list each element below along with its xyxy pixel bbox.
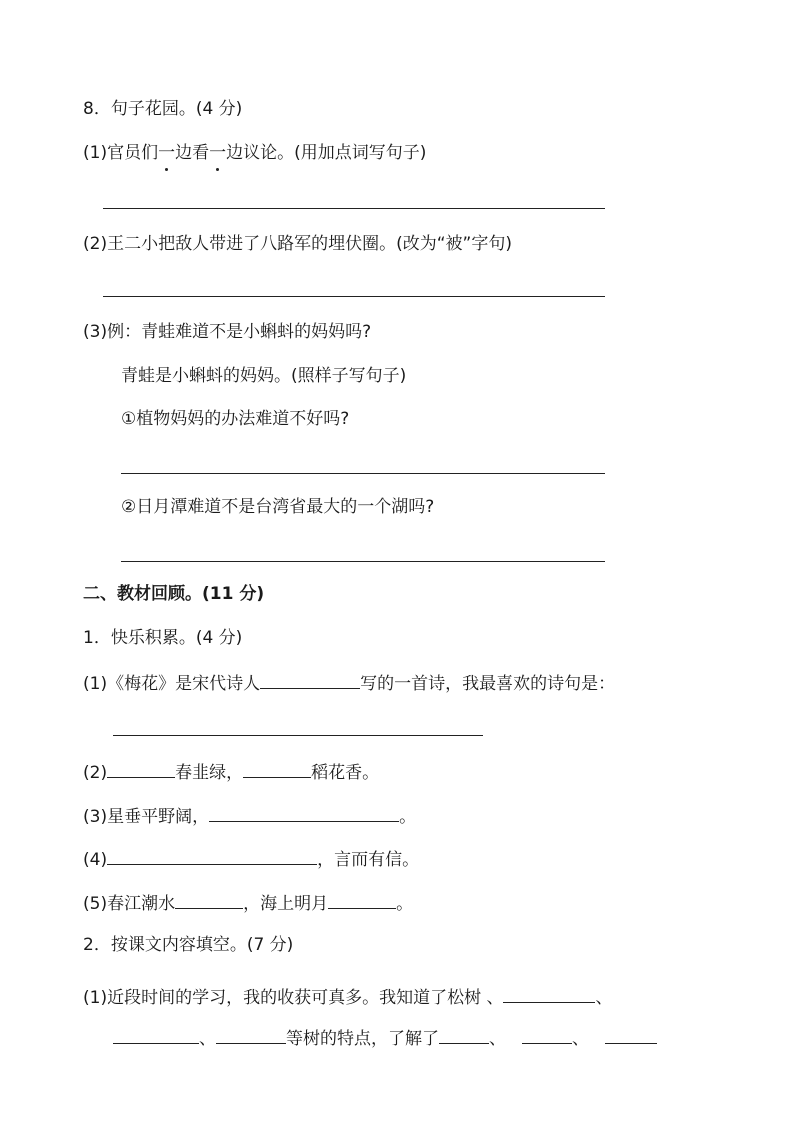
fill-blank[interactable] <box>107 759 175 778</box>
q2-item-1 <box>83 984 612 1010</box>
q1-4-text-a: (4) <box>83 850 108 870</box>
answer-line[interactable] <box>121 561 605 562</box>
q1-2-text-c: 稻花香。 <box>311 763 380 783</box>
fill-blank[interactable] <box>522 1025 572 1044</box>
q8-s1-prefix: (1)官员们 <box>83 143 159 163</box>
q2-2-text-d: 、 <box>572 1029 589 1049</box>
answer-line[interactable] <box>113 735 483 736</box>
q8-example-answer: 青蛙是小蝌蚪的妈妈。(照样子写句子) <box>121 366 407 386</box>
fill-blank[interactable] <box>243 759 311 778</box>
q1-2-text-b: 春韭绿， <box>175 763 244 783</box>
q1-5-text-a: (5)春江潮水 <box>83 894 176 914</box>
fill-blank[interactable] <box>503 984 595 1003</box>
q2-item-1-cont <box>113 1025 657 1051</box>
q8-sentence-1 <box>83 141 426 165</box>
q8-sentence-2: (2)王二小把敌人带进了八路军的埋伏圈。(改为“被”字句) <box>83 234 512 254</box>
q1-title: 1．快乐积累。(4 分) <box>83 628 243 648</box>
section-2-title: 二、教材回顾。(11 分) <box>83 584 265 604</box>
fill-blank[interactable] <box>605 1025 657 1044</box>
q1-1-text-a: (1)《梅花》是宋代诗人 <box>83 674 261 694</box>
q8-s1-mid2: 边 <box>226 143 244 163</box>
dotted-char: 一 <box>209 143 227 163</box>
q8-title: 8．句子花园。(4 分) <box>83 99 243 119</box>
answer-line[interactable] <box>121 473 605 474</box>
q1-5-text-b: ，海上明月 <box>243 894 329 914</box>
fill-blank[interactable] <box>209 803 399 822</box>
q8-item-1: ①植物妈妈的办法难道不好吗? <box>121 409 350 429</box>
q2-1-text-b: 、 <box>595 988 613 1008</box>
q1-4-text-b: ，言而有信。 <box>317 850 420 870</box>
q1-item-2 <box>83 759 379 785</box>
answer-line[interactable] <box>103 208 605 209</box>
q1-item-3 <box>83 803 416 829</box>
q1-item-4 <box>83 846 419 872</box>
fill-blank[interactable] <box>113 1025 199 1044</box>
q2-1-text-a: (1)近段时间的学习，我的收获可真多。我知道了松树 、 <box>83 988 504 1008</box>
fill-blank[interactable] <box>328 890 396 909</box>
q1-2-text-a: (2) <box>83 763 108 783</box>
q8-s1-mid1: 边看 <box>175 143 210 163</box>
q8-example: (3)例：青蛙难道不是小蝌蚪的妈妈吗? <box>83 322 372 342</box>
q1-1-text-b: 写的一首诗，我最喜欢的诗句是： <box>360 674 616 694</box>
q1-3-text-b: 。 <box>399 807 417 827</box>
dotted-char: 一 <box>158 143 176 163</box>
q1-item-1 <box>83 670 615 696</box>
q2-title: 2．按课文内容填空。(7 分) <box>83 935 294 955</box>
fill-blank[interactable] <box>260 670 360 689</box>
q2-2-text-a: 、 <box>199 1029 216 1049</box>
q8-s1-rest: 议论。(用加点词写句子) <box>243 143 427 163</box>
q8-item-2: ②日月潭难道不是台湾省最大的一个湖吗? <box>121 497 435 517</box>
q2-2-text-b: 等树的特点，了解了 <box>286 1029 439 1049</box>
fill-blank[interactable] <box>439 1025 489 1044</box>
q2-2-text-c: 、 <box>489 1029 506 1049</box>
fill-blank[interactable] <box>175 890 243 909</box>
answer-line[interactable] <box>103 296 605 297</box>
q1-3-text-a: (3)星垂平野阔， <box>83 807 210 827</box>
q1-5-text-c: 。 <box>396 894 414 914</box>
fill-blank[interactable] <box>107 846 317 865</box>
q1-item-5 <box>83 890 413 916</box>
fill-blank[interactable] <box>216 1025 286 1044</box>
